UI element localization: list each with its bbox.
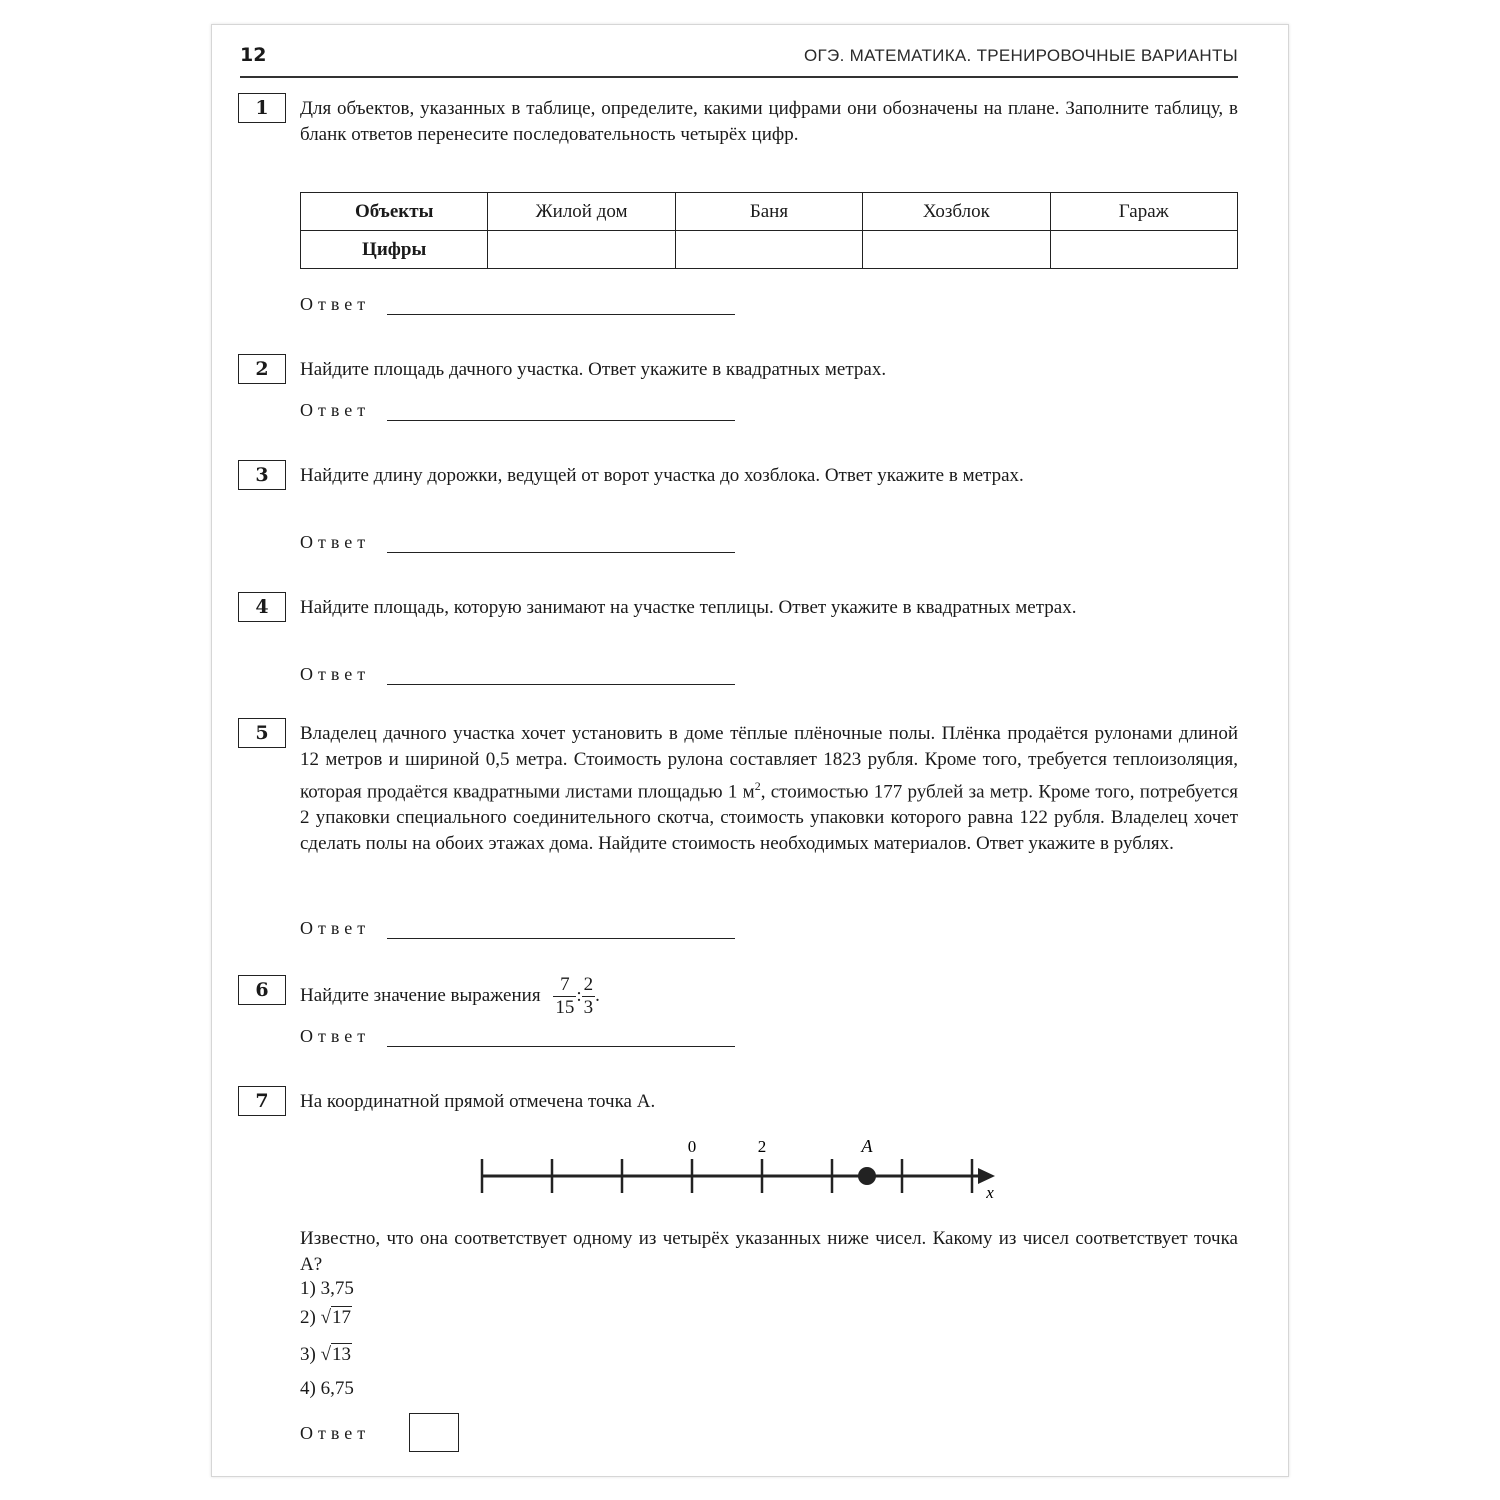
division-operator: :	[576, 985, 582, 1006]
option-value: 13	[332, 1344, 352, 1365]
option-2	[300, 1307, 352, 1329]
fraction-2-3	[582, 974, 596, 1019]
table-header-digits: Цифры	[301, 231, 488, 269]
option-value: 3,75	[320, 1278, 354, 1299]
fraction-denominator: 15	[555, 997, 575, 1019]
answer-line-2[interactable]	[387, 398, 735, 421]
option-value: 6,75	[320, 1378, 354, 1399]
point-a	[858, 1167, 876, 1185]
table-cell-object: Хозблок	[863, 193, 1050, 231]
task-number-3: 3	[238, 460, 286, 490]
table-cell-object: Жилой дом	[488, 193, 675, 231]
superscript: 2	[754, 779, 761, 793]
task-3-text: Найдите длину дорожки, ведущей от ворот участка до хозблока. Ответ укажите в метрах.	[300, 465, 1024, 486]
fraction-denominator: 3	[583, 997, 594, 1019]
task-1-text: Для объектов, указанных в таблице, определите, какими цифрами они обозначены на плане. Заполните таблицу, в бланк ответов перенесите последовательность четырёх цифр.	[300, 98, 1238, 145]
running-title: ОГЭ. МАТЕМАТИКА. ТРЕНИРОВОЧНЫЕ ВАРИАНТЫ	[804, 46, 1238, 65]
answer-label-7: Ответ	[300, 1423, 371, 1443]
fraction-numerator: 2	[583, 974, 594, 996]
answer-line-1[interactable]	[387, 292, 735, 315]
option-label: 3)	[300, 1344, 316, 1365]
task-2-text: Найдите площадь дачного участка. Ответ укажите в квадратных метрах.	[300, 359, 887, 380]
task-number-6: 6	[238, 975, 286, 1005]
table-cell-digit[interactable]	[488, 231, 675, 269]
answer-label-2: Ответ	[300, 400, 371, 420]
table-cell-digit[interactable]	[1050, 231, 1237, 269]
task-number-2: 2	[238, 354, 286, 384]
table-cell-digit[interactable]	[675, 231, 862, 269]
point-label: A	[861, 1136, 873, 1156]
number-line	[470, 1130, 1010, 1210]
axis-label-x: x	[986, 1183, 994, 1202]
option-label: 2)	[300, 1307, 316, 1328]
table-row	[301, 193, 1238, 231]
task-number-7: 7	[238, 1086, 286, 1116]
objects-table	[300, 192, 1238, 269]
option-4	[300, 1378, 354, 1400]
answer-label-6: Ответ	[300, 1026, 371, 1046]
answer-label-1: Ответ	[300, 294, 371, 314]
fraction-numerator: 7	[553, 974, 576, 997]
answer-line-4[interactable]	[387, 662, 735, 685]
answer-label-3: Ответ	[300, 532, 371, 552]
option-label: 1)	[300, 1278, 316, 1299]
task-5-text-part2: , стоимостью 177 рублей за метр. Кроме того, потребуется 2 упаковки специального соединительного скотча, стоимость упаковки которого равна 122 рубля. Владелец хочет сделать полы на обоих этажах дома. Найдите стоимость необходимых материалов. Ответ укажите в рублях.	[300, 781, 1238, 855]
task-number-5: 5	[238, 718, 286, 748]
task-5-text-part1: Владелец дачного участка хочет установить в доме тёплые плёночные полы. Плёнка продаётся рулонами длиной 12 метров и шириной 0,5 метра. Стоимость рулона составляет 1823 рубля. Кроме того, требуется теплоизоляция, которая продаётся квадратными листами площадью 1 м	[300, 723, 1238, 803]
answer-line-5[interactable]	[387, 916, 735, 939]
table-row	[301, 231, 1238, 269]
table-header-objects: Объекты	[301, 193, 488, 231]
page-number: 12	[240, 44, 267, 66]
answer-label-5: Ответ	[300, 918, 371, 938]
period: .	[595, 985, 600, 1006]
tick-label-2: 2	[757, 1137, 767, 1156]
option-1	[300, 1278, 354, 1300]
table-cell-digit[interactable]	[863, 231, 1050, 269]
task-7-text: На координатной прямой отмечена точка A.	[300, 1091, 656, 1112]
table-cell-object: Гараж	[1050, 193, 1237, 231]
option-3	[300, 1344, 352, 1366]
task-4-text: Найдите площадь, которую занимают на участке теплицы. Ответ укажите в квадратных метрах.	[300, 597, 1077, 618]
task-5-text	[300, 721, 1238, 857]
task-7-question: Известно, что она соответствует одному из четырёх указанных ниже чисел. Какому из чисел соответствует точка A?	[300, 1228, 1238, 1275]
answer-label-4: Ответ	[300, 664, 371, 684]
sqrt-icon: √	[320, 1307, 332, 1328]
tick-label-0: 0	[687, 1137, 697, 1156]
table-cell-object: Баня	[675, 193, 862, 231]
arrow-icon	[978, 1168, 995, 1184]
task-6-text	[300, 972, 1238, 1020]
option-value: 17	[332, 1307, 352, 1328]
task-6-label: Найдите значение выражения	[300, 985, 541, 1006]
fraction-7-15	[553, 974, 576, 1019]
task-number-1: 1	[238, 93, 286, 123]
option-label: 4)	[300, 1378, 316, 1399]
answer-box-7[interactable]	[409, 1413, 459, 1452]
sqrt-icon: √	[320, 1344, 332, 1365]
answer-line-3[interactable]	[387, 530, 735, 553]
page-header	[240, 42, 1238, 78]
task-number-4: 4	[238, 592, 286, 622]
answer-line-6[interactable]	[387, 1024, 735, 1047]
